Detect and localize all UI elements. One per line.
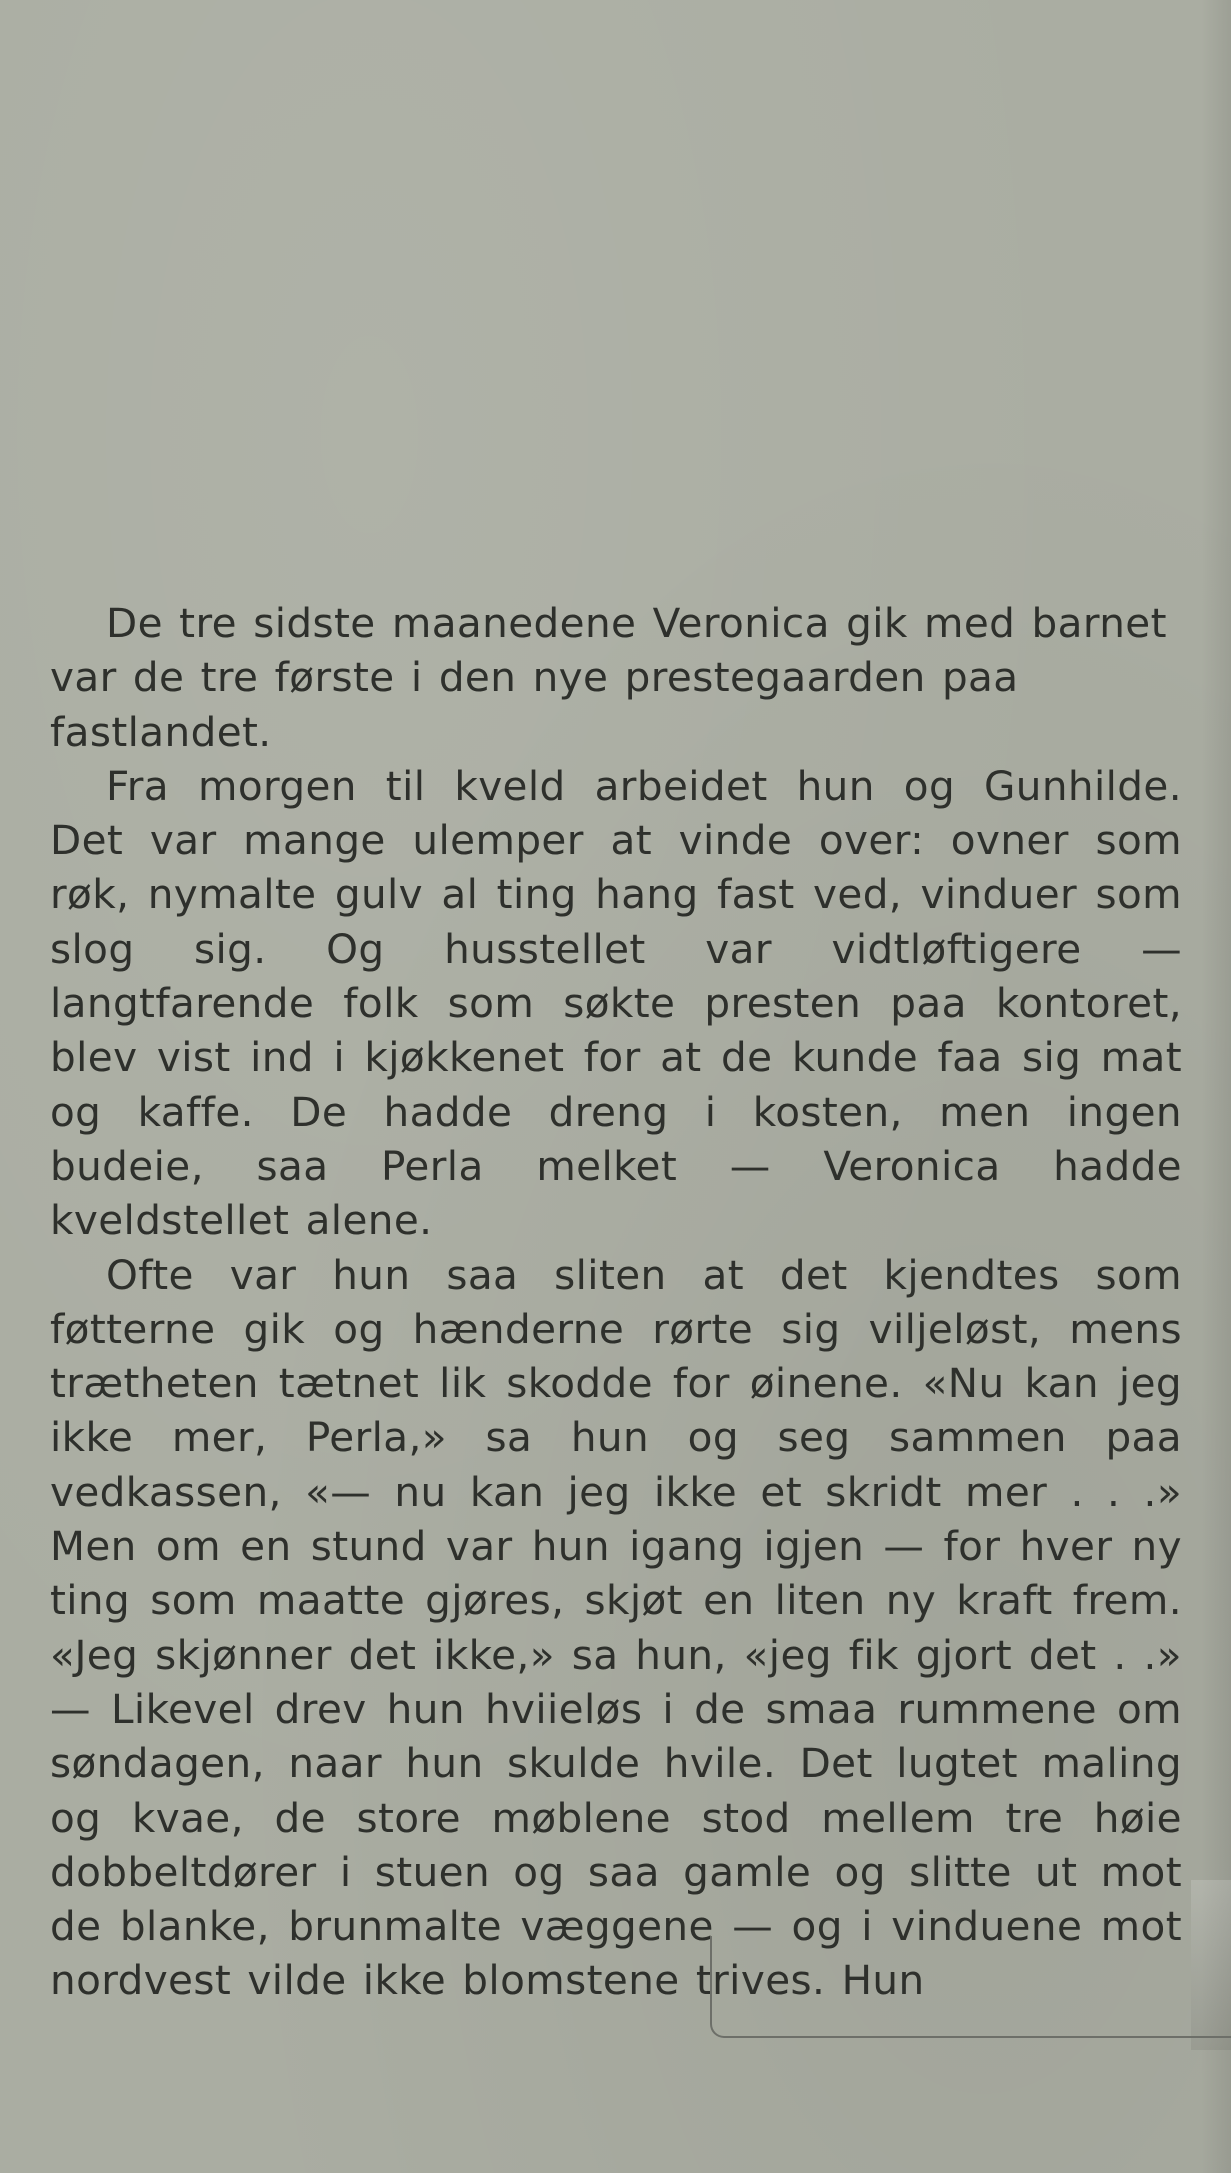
library-stamp-outline bbox=[710, 1936, 1231, 2038]
paragraph-1: De tre sidste maanedene Veronica gik med barnet var de tre første i den nye prestegaarden paa fastlandet. bbox=[50, 599, 1167, 756]
body-text bbox=[50, 596, 1182, 2008]
paragraph-2: Fra morgen til kveld arbeidet hun og Gunhilde. Det var mange ulemper at vinde over: ovner som røk, nymalte gulv al ting hang fast ved, vinduer som slog sig. Og husstellet var vidtløftigere — langtfarende folk som søkte presten paa kontoret, blev vist ind i kjøkkenet for at de kunde faa sig mat og kaffe. De hadde dreng i kosten, men ingen budeie, saa Perla melket — Veronica hadde kveldstellet alene. bbox=[50, 761, 1182, 1245]
paragraph-3: Ofte var hun saa sliten at det kjendtes som føtterne gik og hænderne rørte sig viljeløst, mens trætheten tætnet lik skodde for øinene. «Nu kan jeg ikke mer, Perla,» sa hun og seg sammen paa vedkassen, «— nu kan jeg ikke et skridt mer . . .» Men om en stund var hun igang igjen — for hver ny ting som maatte gjøres, skjøt en liten ny kraft frem. «Jeg skjønner det ikke,» sa hun, «jeg fik gjort det . .» — Likevel drev hun hviieløs i de smaa rummene om søndagen, naar hun skulde hvile. Det lugtet maling og kvae, de store møblene stod mellem tre høie dobbeltdører i stuen og saa gamle og slitte ut mot de blanke, brunmalte væggene — og i vinduene mot nordvest vilde ikke blomstene trives. Hun bbox=[50, 1250, 1182, 2005]
page-edge-shading bbox=[1201, 0, 1231, 2173]
